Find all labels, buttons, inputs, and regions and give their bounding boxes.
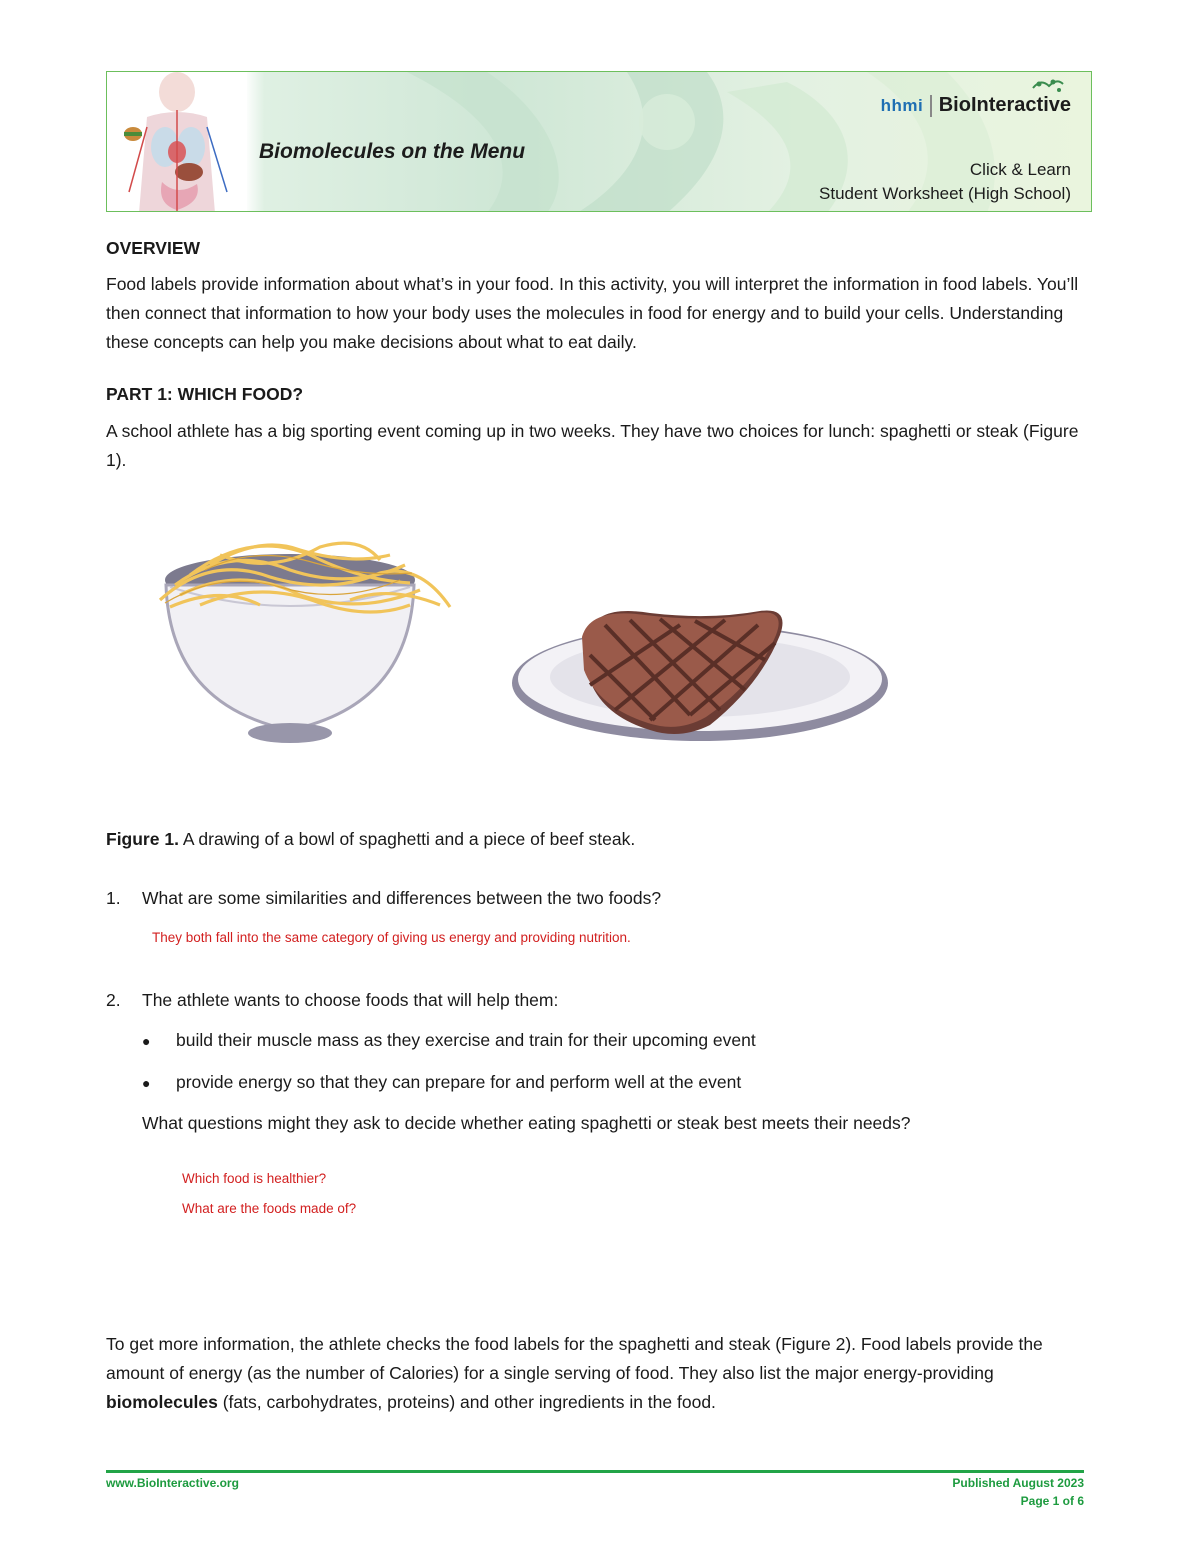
header-banner — [106, 71, 1092, 212]
question-2-number: 2. — [106, 990, 121, 1010]
logo-divider — [930, 95, 932, 117]
bullet-item: build their muscle mass as they exercise and train for their upcoming event — [176, 1030, 756, 1050]
part1-heading: PART 1: WHICH FOOD? — [106, 384, 304, 404]
question-2-text: The athlete wants to choose foods that will help them: — [142, 990, 559, 1010]
worksheet-type: Student Worksheet (High School) — [819, 184, 1071, 203]
figure-caption-text: A drawing of a bowl of spaghetti and a piece of beef steak. — [178, 829, 636, 849]
question-1-number: 1. — [106, 888, 121, 908]
anatomy-illustration — [107, 72, 247, 212]
biointeractive-logo — [881, 94, 1071, 117]
page-title: Biomolecules on the Menu — [259, 140, 526, 163]
spaghetti-bowl-illustration — [160, 543, 450, 743]
closing-text-a: To get more information, the athlete checks the food labels for the spaghetti and steak (Figure 2). Food labels provide the amount of energy (as the number of Calories) for a single serving of food. They also list the major energy-providing — [106, 1334, 1043, 1383]
resource-type: Click & Learn — [969, 160, 1071, 179]
closing-paragraph — [106, 1330, 1096, 1417]
bullet-icon: ● — [142, 1075, 151, 1091]
footer-website-link[interactable]: www.BioInteractive.org — [106, 1476, 239, 1490]
footer-divider — [106, 1470, 1084, 1473]
leaf-icon — [1031, 76, 1065, 96]
overview-text: Food labels provide information about what’s in your food. In this activity, you will interpret the information in food labels. You’ll then connect that information to how your body uses the molecules in food for energy and to build your cells. Understanding these concepts can help you make decisions about what to eat daily. — [106, 274, 1079, 352]
logo-biointeractive: BioInteractive — [938, 94, 1071, 116]
question-2-answer: Which food is healthier? — [182, 1171, 327, 1186]
question-2-followup: What questions might they ask to decide whether eating spaghetti or steak best meets their needs? — [142, 1113, 911, 1133]
bullet-icon: ● — [142, 1033, 151, 1049]
bullet-item: provide energy so that they can prepare for and perform well at the event — [176, 1072, 742, 1092]
spaghetti-steak-figure — [150, 525, 900, 765]
footer-page-number: Page 1 of 6 — [1020, 1494, 1084, 1508]
steak-plate-illustration — [512, 611, 888, 742]
question-1-answer: They both fall into the same category of giving us energy and providing nutrition. — [152, 930, 631, 945]
part1-text: A school athlete has a big sporting event coming up in two weeks. They have two choices for lunch: spaghetti or steak (Figure 1). — [106, 421, 1079, 470]
closing-text-b: (fats, carbohydrates, proteins) and other ingredients in the food. — [217, 1392, 716, 1412]
figure-caption — [106, 825, 1096, 854]
overview-heading: OVERVIEW — [106, 238, 201, 258]
question-1-text: What are some similarities and differences between the two foods? — [142, 888, 662, 908]
footer-published-date: Published August 2023 — [952, 1476, 1084, 1490]
closing-bold-term: biomolecules — [106, 1392, 218, 1412]
figure-label: Figure 1. — [106, 829, 179, 849]
question-2-answer: What are the foods made of? — [182, 1201, 357, 1216]
logo-hhmi: hhmi — [880, 95, 924, 115]
